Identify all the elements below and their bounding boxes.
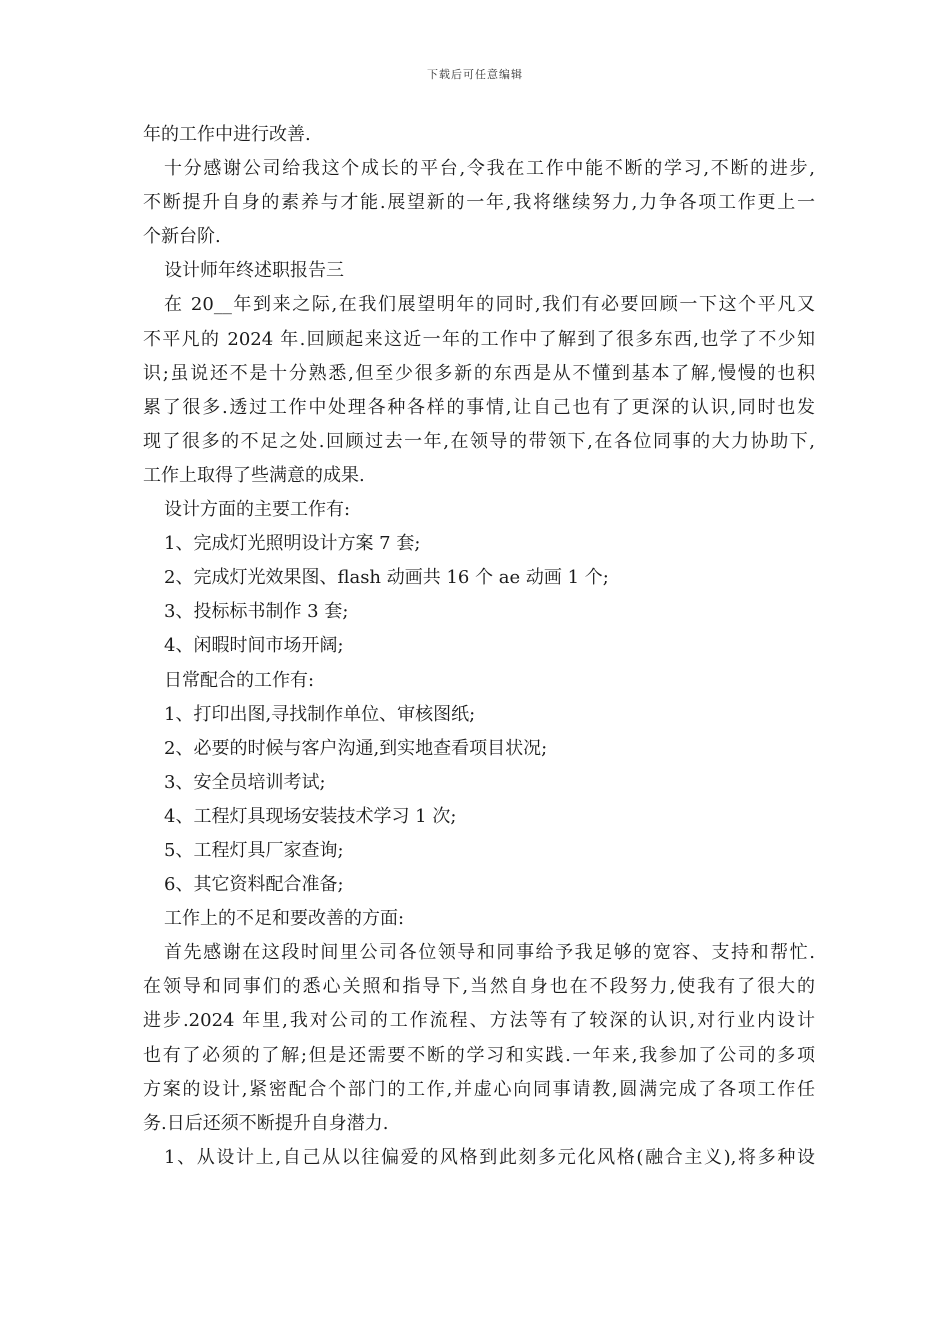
list-item: 4、工程灯具现场安装技术学习 1 次;	[164, 805, 457, 827]
list-item: 2、完成灯光效果图、flash 动画共 16 个 ae 动画 1 个;	[164, 567, 609, 589]
text-line: 进步.2024 年里,我对公司的工作流程、方法等有了较深的认识,对行业内设计	[143, 1010, 815, 1032]
text-line: 也有了必须的了解;但是还需要不断的学习和实践.一年来,我参加了公司的多项	[143, 1044, 815, 1066]
text-line: 务.日后还须不断提升自身潜力.	[143, 1112, 389, 1134]
text-line: 不平凡的 2024 年.回顾起来这近一年的工作中了解到了很多东西,也学了不少知	[143, 328, 815, 350]
text-line: 现了很多的不足之处.回顾过去一年,在领导的带领下,在各位同事的大力协助下,	[143, 430, 815, 452]
subheading: 日常配合的工作有:	[164, 669, 315, 691]
list-item: 6、其它资料配合准备;	[164, 874, 344, 896]
text-line: 首先感谢在这段时间里公司各位领导和同事给予我足够的宽容、支持和帮忙.	[164, 942, 815, 964]
list-item: 3、投标标书制作 3 套;	[164, 601, 349, 623]
text-line: 不断提升自身的素养与才能.展望新的一年,我将继续努力,力争各项工作更上一	[143, 192, 815, 214]
list-item: 3、安全员培训考试;	[164, 771, 326, 793]
subheading: 工作上的不足和要改善的方面:	[164, 908, 405, 930]
section-heading: 设计师年终述职报告三	[164, 260, 344, 282]
text-line: 十分感谢公司给我这个成长的平台,令我在工作中能不断的学习,不断的进步,	[164, 158, 815, 180]
text-line: 在领导和同事们的悉心关照和指导下,当然自身也在不段努力,使我有了很大的	[143, 976, 815, 998]
subheading: 设计方面的主要工作有:	[164, 499, 351, 521]
list-item: 2、必要的时候与客户沟通,到实地查看项目状况;	[164, 737, 548, 759]
list-item: 5、工程灯具厂家查询;	[164, 839, 344, 861]
text-line: 方案的设计,紧密配合个部门的工作,并虚心向同事请教,圆满完成了各项工作任	[143, 1078, 815, 1100]
list-item: 1、完成灯光照明设计方案 7 套;	[164, 533, 421, 555]
text-line: 识;虽说还不是十分熟悉,但至少很多新的东西是从不懂到基本了解,慢慢的也积	[143, 362, 815, 384]
text-line: 年的工作中进行改善.	[143, 124, 311, 145]
list-item: 1、从设计上,自己从以往偏爱的风格到此刻多元化风格(融合主义),将多种设	[164, 1146, 815, 1168]
text-line: 累了很多.透过工作中处理各种各样的事情,让自己也有了更深的认识,同时也发	[143, 396, 815, 418]
text-line: 工作上取得了些满意的成果.	[143, 464, 365, 486]
page-header-note: 下载后可任意编辑	[427, 68, 523, 81]
document-body	[143, 118, 815, 1175]
text-line: 个新台阶.	[143, 226, 221, 248]
text-line: 在 20__年到来之际,在我们展望明年的同时,我们有必要回顾一下这个平凡又	[164, 294, 815, 316]
list-item: 1、打印出图,寻找制作单位、审核图纸;	[164, 703, 476, 725]
list-item: 4、闲暇时间市场开阔;	[164, 635, 344, 657]
